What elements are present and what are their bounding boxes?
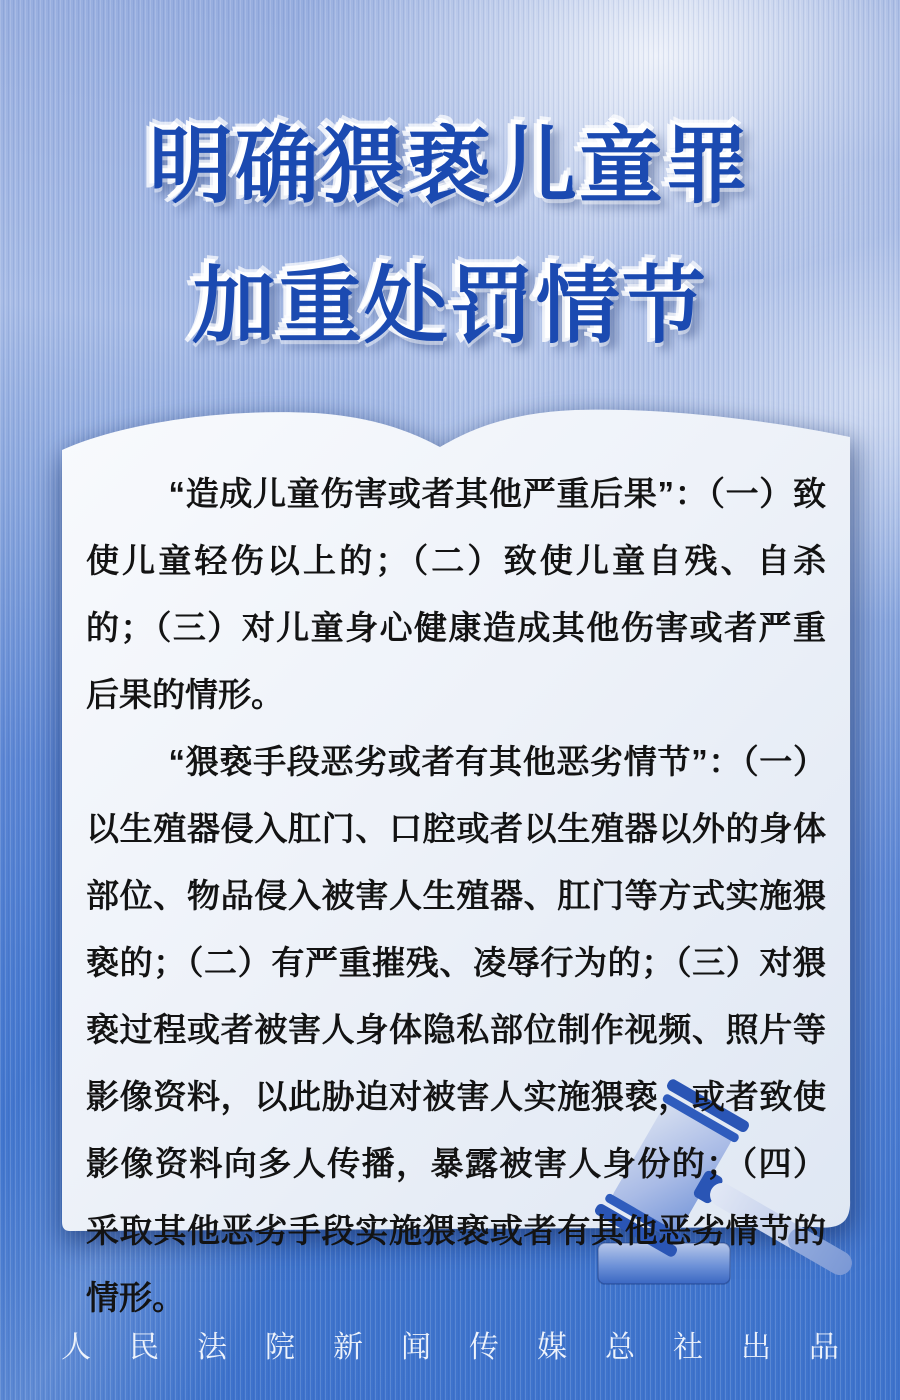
card-body-text: [86, 460, 826, 1331]
paragraph-vile-methods: “猥亵手段恶劣或者有其他恶劣情节”：（一）以生殖器侵入肛门、口腔或者以生殖器以外的身体部位、物品侵入被害人生殖器、肛门等方式实施猥亵的；（二）有严重摧残、凌辱行为的；（三）对猥亵过程或者被害人身体隐私部位制作视频、照片等影像资料，以此胁迫对被害人实施猥亵，或者致使影像资料向多人传播，暴露被害人身份的；（四）采取其他恶劣手段实施猥亵或者有其他恶劣情节的情形。: [86, 743, 826, 1316]
title-line-1: 明确猥亵儿童罪: [148, 119, 751, 213]
footer-credit-text: 人民法院新闻传媒总社出品: [61, 1331, 877, 1364]
paragraph-injury-consequences: “造成儿童伤害或者其他严重后果”：（一）致使儿童轻伤以上的；（二）致使儿童自残、自杀的；（三）对儿童身心健康造成其他伤害或者严重后果的情形。: [86, 475, 826, 713]
title-line-2: 加重处罚情节: [191, 259, 708, 353]
